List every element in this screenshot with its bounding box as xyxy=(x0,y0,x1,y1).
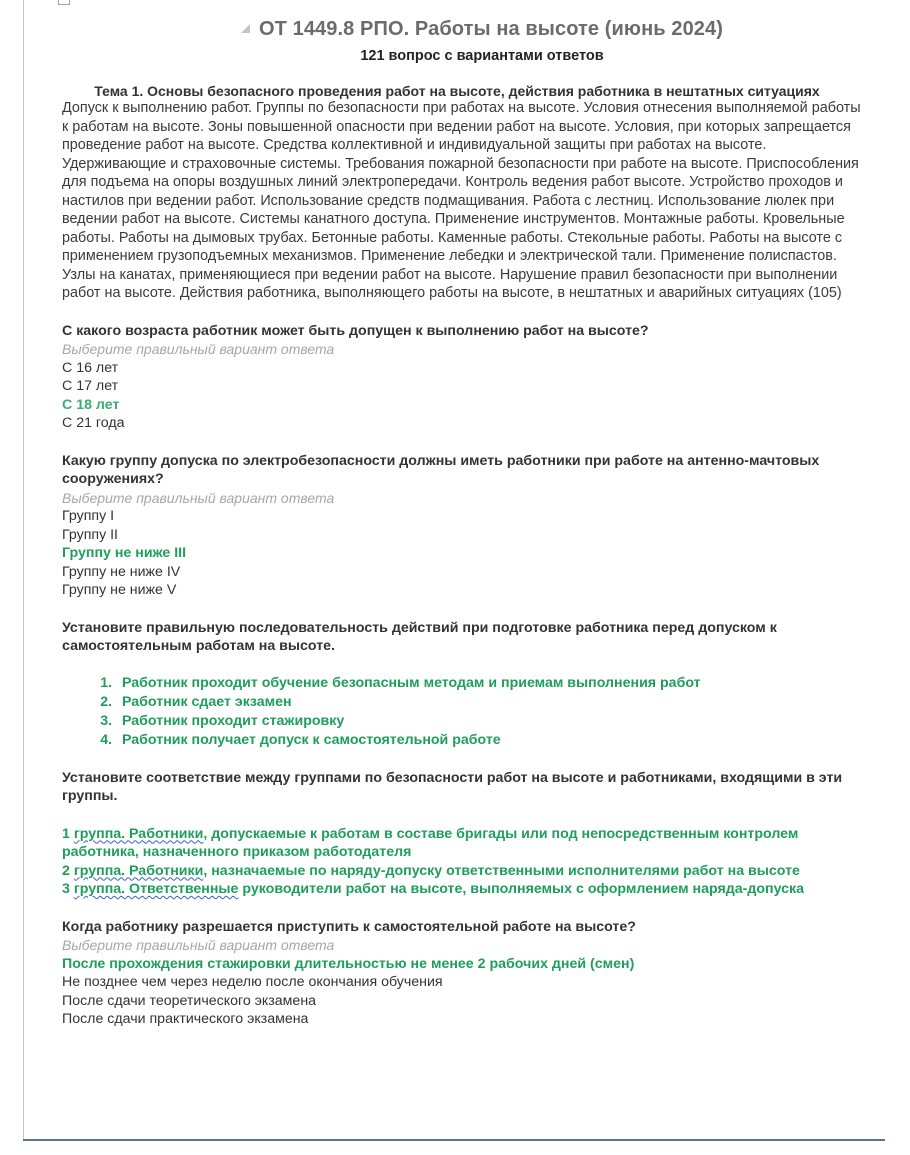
answer-option: После сдачи теоретического экзамена xyxy=(62,992,317,1009)
answer-option: После сдачи практического экзамена xyxy=(62,1011,309,1027)
question-text: Установите соответствие между группами по безопасности работ на высоте и работниками, входящими в эти группы. xyxy=(62,769,843,804)
question-text: Какую группу допуска по электробезопасности должны иметь работники при работе на антенно-мачтовых сооружениях? xyxy=(62,452,820,487)
answer-option-correct: Группу не ниже III xyxy=(62,545,187,561)
answer-option: С 21 года xyxy=(62,415,125,431)
question-2 xyxy=(62,452,852,600)
match-description: , допускаемые к работам в составе бригады или под непосредственным контролем работника, назначенного приказом работодателя xyxy=(62,825,799,860)
answer-option: Группу I xyxy=(62,508,115,524)
sequence-item: 2. Работник сдает экзамен xyxy=(116,693,852,712)
checkbox-icon xyxy=(58,0,70,5)
question-text: С какого возраста работник может быть допущен к выполнению работ на высоте? xyxy=(62,322,649,339)
title-row xyxy=(122,18,842,41)
match-group-label: группа. Работники xyxy=(73,825,204,842)
match-list xyxy=(62,825,852,899)
question-3 xyxy=(62,619,852,750)
sequence-item: 3. Работник проходит стажировку xyxy=(116,712,852,731)
match-group-label: группа. Работники xyxy=(73,862,204,879)
answer-option: Группу II xyxy=(62,526,118,543)
match-description: руководители работ на высоте, выполняемых с оформлением наряда-допуска xyxy=(238,881,805,897)
sequence-item: 1. Работник проходит обучение безопасным методам и приемам выполнения работ xyxy=(116,674,852,693)
answer-option-correct: С 18 лет xyxy=(62,396,120,413)
answer-hint: Выберите правильный вариант ответа xyxy=(62,489,335,506)
answer-option: С 16 лет xyxy=(62,359,119,376)
match-item xyxy=(62,825,852,862)
collapse-triangle-icon[interactable] xyxy=(241,24,250,33)
sequence-list xyxy=(62,674,852,750)
question-text: Когда работнику разрешается приступить к самостоятельной работе на высоте? xyxy=(62,918,636,935)
match-item xyxy=(62,862,852,881)
answer-hint: Выберите правильный вариант ответа xyxy=(62,937,335,953)
question-4 xyxy=(62,769,852,899)
question-1 xyxy=(62,322,852,433)
match-number: 3 xyxy=(62,881,70,897)
answer-option: Группу не ниже IV xyxy=(62,563,181,580)
answer-option-correct: После прохождения стажировки длительностью не менее 2 рабочих дней (смен) xyxy=(62,955,635,972)
match-group-label: группа. Ответственные xyxy=(73,881,239,897)
document-bottom-border xyxy=(23,1139,885,1141)
match-item xyxy=(62,880,852,899)
answer-option: Не позднее чем через неделю после окончания обучения xyxy=(62,974,443,990)
match-number: 2 xyxy=(62,862,70,879)
topic-heading: Тема 1. Основы безопасного проведения работ на высоте, действия работника в нештатных ситуациях xyxy=(94,83,820,99)
topic-description: Допуск к выполнению работ. Группы по безопасности при работах на высоте. Условия отнесения выполняемой работы к работам на высоте. Зоны повышенной опасности при ведении работ на высоте. Условия, при которых запрещается проведение работ на высоте. Средства коллективной и индивидуальной защиты при работах на высоте. Удерживающие и страховочные системы. Требования пожарной безопасности при работе на высоте. Приспособления для подъема на опоры воздушных линий электропередачи. Контроль ведения работ высоте. Устройство проходов и настилов при ведении работ. Использование средств подмащивания. Работа с лестниц. Использование люлек при ведении работ на высоте. Системы канатного доступа. Применение инструментов. Монтажные работы. Кровельные работы. Работы на дымовых трубах. Бетонные работы. Каменные работы. Стекольные работы. Работы на высоте с применением грузоподъемных механизмов. Применение лебедки и электрической тали. Применение полиспастов. Узлы на канатах, применяющиеся при ведении работ на высоте. Нарушение правил безопасности при выполнении работ на высоте. Действия работника, выполняющего работы на высоте, в нештатных и аварийных ситуациях (105) xyxy=(62,100,861,301)
match-description: , назначаемые по наряду-допуску ответственными исполнителями работ на высоте xyxy=(203,862,800,879)
document-page xyxy=(62,18,861,1029)
answer-hint: Выберите правильный вариант ответа xyxy=(62,341,335,357)
question-5 xyxy=(62,918,852,1029)
answer-option: Группу не ниже V xyxy=(62,582,177,598)
sequence-item: 4. Работник получает допуск к самостоятельной работе xyxy=(116,731,852,750)
document-left-border xyxy=(23,0,24,1141)
question-text: Установите правильную последовательность действий при подготовке работника перед допуском к самостоятельным работам на высоте. xyxy=(62,619,777,654)
document-subtitle: 121 вопрос с вариантами ответов xyxy=(360,48,604,64)
document-title: ОТ 1449.8 РПО. Работы на высоте (июнь 2024) xyxy=(258,18,724,40)
answer-option: С 17 лет xyxy=(62,378,119,394)
match-number: 1 xyxy=(62,825,70,842)
